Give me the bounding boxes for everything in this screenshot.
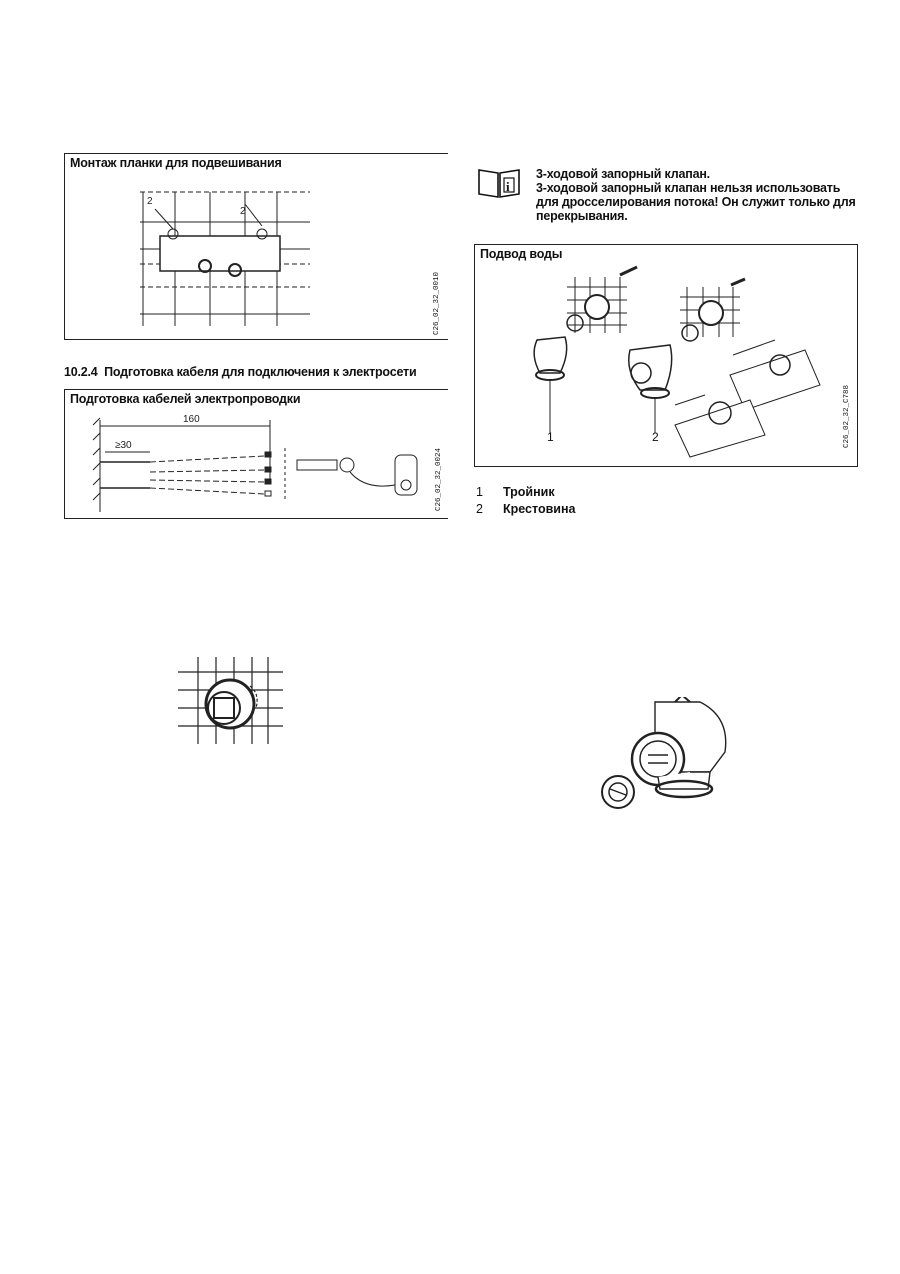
figure-code: C26_02_32_0010 (433, 272, 441, 336)
mounting-bracket-illustration (65, 154, 449, 341)
section-title: Подготовка кабеля для подключения к электросети (104, 365, 417, 379)
figure-water-supply (474, 244, 858, 467)
figure-code: C26_02_32_C788 (843, 385, 851, 449)
figure-cable-preparation (64, 389, 448, 519)
info-book-icon (476, 166, 522, 200)
svg-text:i: i (506, 179, 510, 194)
figure-code: C26_02_32_0024 (435, 448, 443, 512)
note-line-2: 3-ходовой запорный клапан нельзя использовать (536, 181, 841, 195)
valve-cap-illustration (600, 697, 750, 827)
legend-number: 1 (476, 485, 483, 499)
section-heading (64, 365, 416, 379)
figure-mounting-bracket (64, 153, 448, 340)
svg-text:2: 2 (240, 206, 246, 217)
figure-title: Подвод воды (480, 247, 563, 261)
figure-title: Подготовка кабелей электропроводки (70, 392, 301, 406)
legend-text: Тройник (503, 485, 555, 499)
note-text (536, 167, 866, 223)
section-number: 10.2.4 (64, 365, 98, 379)
figure-title: Монтаж планки для подвешивания (70, 156, 282, 170)
legend-number: 2 (476, 502, 483, 516)
note-line-4: перекрывания. (536, 209, 628, 223)
water-supply-illustration (475, 245, 859, 468)
cable-preparation-illustration (65, 390, 449, 520)
label-1: 1 (547, 430, 554, 444)
note-line-1: 3-ходовой запорный клапан. (536, 167, 710, 181)
dim-total-label: 160 (183, 414, 200, 425)
valve-grid-illustration (168, 652, 288, 747)
label-2: 2 (652, 430, 659, 444)
legend-item (476, 502, 575, 516)
dim-strip-label: ≥30 (115, 440, 132, 451)
note-line-3: для дросселирования потока! Он служит только для (536, 195, 856, 209)
legend-item (476, 485, 555, 499)
svg-text:2: 2 (147, 196, 153, 207)
legend-text: Крестовина (503, 502, 576, 516)
